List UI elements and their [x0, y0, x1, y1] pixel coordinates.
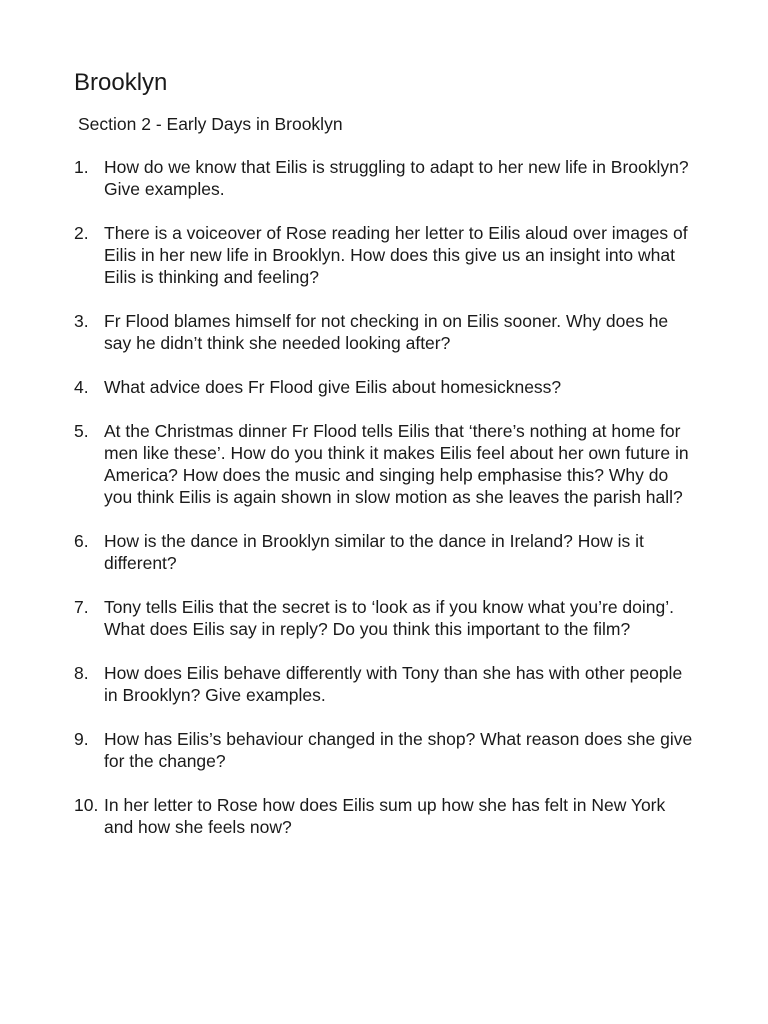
question-number: 4.: [74, 377, 89, 397]
question-number: 6.: [74, 531, 89, 551]
question-number: 7.: [74, 597, 89, 617]
question-text: In her letter to Rose how does Eilis sum up how she has felt in New York and how she feels now?: [104, 795, 666, 837]
question-text: How does Eilis behave differently with Tony than she has with other people in Brooklyn? Give examples.: [104, 663, 683, 705]
question-number: 3.: [74, 311, 89, 331]
question-text: There is a voiceover of Rose reading her letter to Eilis aloud over images of Eilis in her new life in Brooklyn. How does this give us an insight into what Eilis is thinking and feeling?: [104, 223, 688, 287]
question-item: [0, 728, 768, 772]
question-text: How has Eilis’s behaviour changed in the shop? What reason does she give for the change?: [104, 729, 693, 771]
question-number: 10.: [74, 795, 99, 815]
question-item: [0, 376, 768, 398]
question-number: 2.: [74, 223, 89, 243]
question-number: 9.: [74, 729, 89, 749]
question-item: [0, 662, 768, 706]
question-text: What advice does Fr Flood give Eilis about homesickness?: [104, 377, 562, 397]
question-item: [0, 310, 768, 354]
question-item: [0, 794, 768, 838]
question-text: How is the dance in Brooklyn similar to the dance in Ireland? How is it different?: [104, 531, 644, 573]
question-number: 8.: [74, 663, 89, 683]
question-text: How do we know that Eilis is struggling to adapt to her new life in Brooklyn? Give examples.: [104, 157, 689, 199]
question-item: [0, 596, 768, 640]
question-item: [0, 156, 768, 200]
question-number: 1.: [74, 157, 89, 177]
question-text: At the Christmas dinner Fr Flood tells Eilis that ‘there’s nothing at home for men like these’. How do you think it makes Eilis feel about her own future in America? How does the music and singing help emphasise this? Why do you think Eilis is again shown in slow motion as she leaves the parish hall?: [104, 421, 689, 507]
question-number: 5.: [74, 421, 89, 441]
question-item: [0, 420, 768, 508]
section-heading: Section 2 - Early Days in Brooklyn: [78, 114, 343, 134]
question-text: Tony tells Eilis that the secret is to ‘look as if you know what you’re doing’. What does Eilis say in reply? Do you think this important to the film?: [104, 597, 674, 639]
question-item: [0, 222, 768, 288]
question-list: [0, 156, 768, 838]
document-title: Brooklyn: [74, 69, 168, 96]
question-item: [0, 530, 768, 574]
question-text: Fr Flood blames himself for not checking in on Eilis sooner. Why does he say he didn’t think she needed looking after?: [104, 311, 669, 353]
